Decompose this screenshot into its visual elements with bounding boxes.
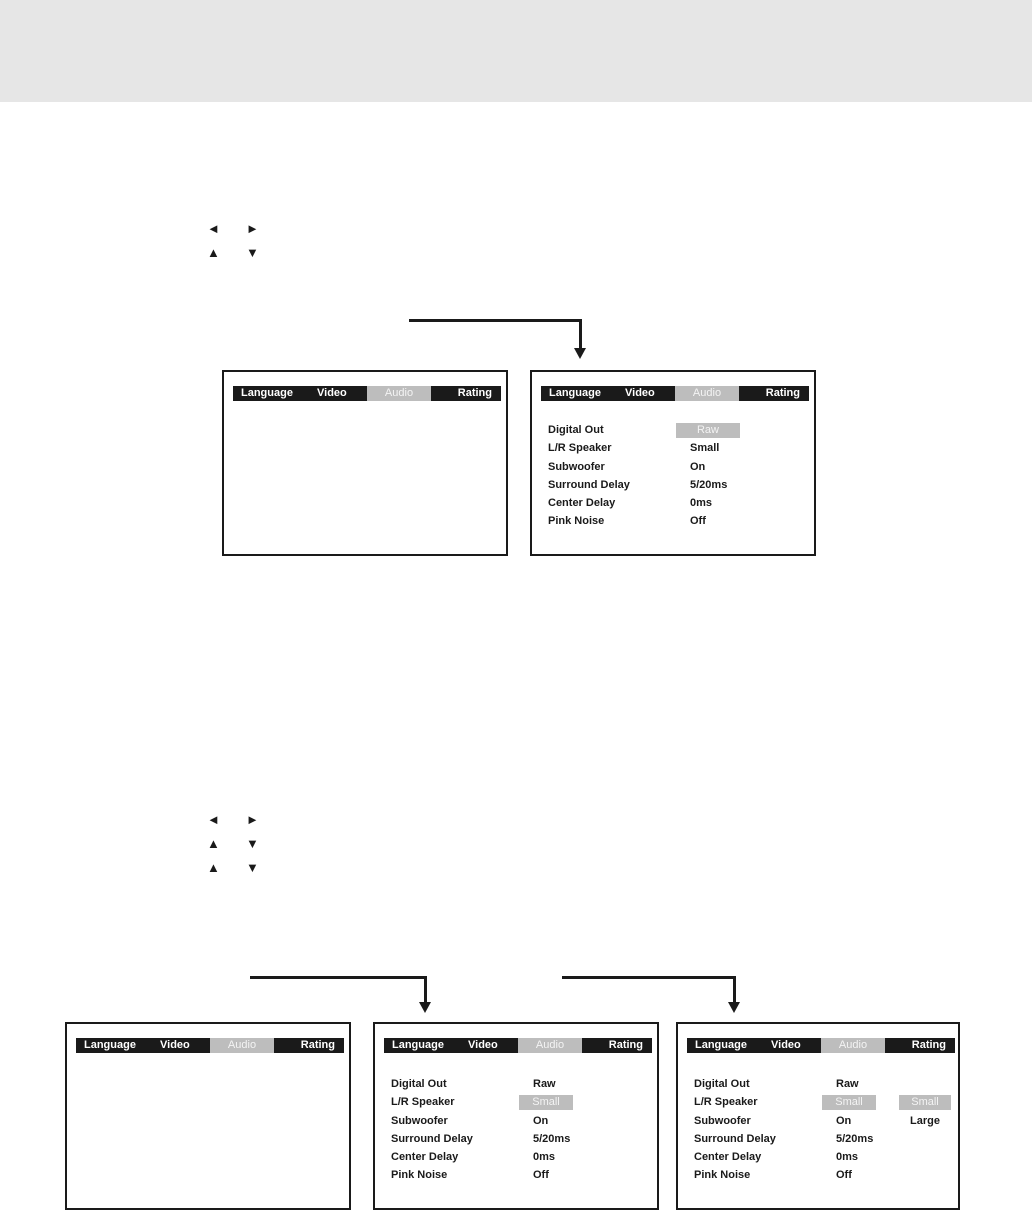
osd-screen-audio-settings <box>373 1022 659 1210</box>
setting-label: L/R Speaker <box>548 442 612 455</box>
setting-row-surround-delay[interactable] <box>694 1132 1032 1150</box>
setting-label: L/R Speaker <box>391 1096 455 1109</box>
menu-bar <box>384 1038 652 1053</box>
setting-value[interactable]: 5/20ms <box>836 1132 874 1145</box>
setting-value[interactable]: Small <box>690 442 720 455</box>
setting-label: Surround Delay <box>548 478 630 491</box>
nav-keys-left-right <box>207 221 263 237</box>
setting-label: Pink Noise <box>548 515 605 528</box>
flow-connector <box>409 319 582 322</box>
tab-language[interactable]: Language <box>76 1038 154 1053</box>
setting-label: Center Delay <box>694 1151 762 1164</box>
left-arrow-icon: ◄ <box>207 812 220 827</box>
setting-row-lr-speaker[interactable] <box>694 1095 1032 1113</box>
flow-connector <box>562 976 736 979</box>
nav-keys-up-down <box>207 245 263 261</box>
tab-video[interactable]: Video <box>311 386 367 401</box>
tab-rating[interactable]: Rating <box>274 1038 344 1053</box>
tab-audio[interactable]: Audio <box>367 386 431 401</box>
tab-audio[interactable]: Audio <box>210 1038 274 1053</box>
tab-video[interactable]: Video <box>154 1038 210 1053</box>
setting-label: Center Delay <box>548 497 616 510</box>
settings-list <box>548 423 928 533</box>
setting-value[interactable]: Off <box>690 515 706 528</box>
setting-label: Subwoofer <box>391 1114 448 1127</box>
speaker-option-large[interactable]: Large <box>910 1114 940 1127</box>
setting-label: Subwoofer <box>548 460 605 473</box>
menu-bar <box>76 1038 344 1053</box>
setting-value[interactable]: 0ms <box>836 1151 859 1164</box>
setting-value[interactable]: On <box>690 460 706 473</box>
setting-label: Pink Noise <box>694 1169 751 1182</box>
tab-video[interactable]: Video <box>462 1038 518 1053</box>
setting-value-selected[interactable]: Raw <box>676 423 740 438</box>
header-band <box>0 0 1032 102</box>
tab-audio[interactable]: Audio <box>675 386 739 401</box>
nav-keys-up-down <box>207 836 263 852</box>
down-arrow-icon: ▼ <box>246 836 259 851</box>
settings-list <box>694 1077 1032 1187</box>
setting-label: Center Delay <box>391 1151 459 1164</box>
setting-row-surround-delay[interactable] <box>548 478 928 496</box>
nav-keys-up-down <box>207 860 263 876</box>
tab-rating[interactable]: Rating <box>739 386 809 401</box>
arrowhead-icon <box>419 1002 431 1013</box>
setting-label: L/R Speaker <box>694 1096 758 1109</box>
flow-connector <box>250 976 427 979</box>
flow-connector <box>424 976 427 1003</box>
nav-keys-left-right <box>207 812 263 828</box>
setting-value[interactable]: 5/20ms <box>533 1132 571 1145</box>
tab-language[interactable]: Language <box>541 386 619 401</box>
up-arrow-icon: ▲ <box>207 836 220 851</box>
up-arrow-icon: ▲ <box>207 860 220 875</box>
setting-row-subwoofer[interactable] <box>548 460 928 478</box>
setting-value[interactable]: On <box>533 1114 549 1127</box>
speaker-option-small[interactable]: Small <box>899 1095 951 1110</box>
flow-connector <box>579 319 582 349</box>
setting-label: Surround Delay <box>391 1132 473 1145</box>
setting-row-center-delay[interactable] <box>694 1150 1032 1168</box>
setting-value-selected[interactable]: Small <box>519 1095 573 1110</box>
setting-row-lr-speaker[interactable] <box>548 441 928 459</box>
menu-bar <box>687 1038 955 1053</box>
setting-value[interactable]: Off <box>533 1169 549 1182</box>
setting-row-pink-noise[interactable] <box>548 514 928 532</box>
menu-bar <box>541 386 809 401</box>
setting-row-pink-noise[interactable] <box>694 1168 1032 1186</box>
setting-value[interactable]: 0ms <box>533 1151 556 1164</box>
osd-screen-speaker-options <box>676 1022 960 1210</box>
setting-label: Subwoofer <box>694 1114 751 1127</box>
tab-audio[interactable]: Audio <box>518 1038 582 1053</box>
setting-label: Digital Out <box>694 1078 750 1090</box>
tab-audio[interactable]: Audio <box>821 1038 885 1053</box>
down-arrow-icon: ▼ <box>246 245 259 260</box>
right-arrow-icon: ► <box>246 221 259 236</box>
up-arrow-icon: ▲ <box>207 245 220 260</box>
arrowhead-icon <box>728 1002 740 1013</box>
flow-connector <box>733 976 736 1003</box>
tab-rating[interactable]: Rating <box>431 386 501 401</box>
osd-screen-audio-menu <box>65 1022 351 1210</box>
setting-row-center-delay[interactable] <box>548 496 928 514</box>
tab-video[interactable]: Video <box>765 1038 821 1053</box>
tab-rating[interactable]: Rating <box>582 1038 652 1053</box>
right-arrow-icon: ► <box>246 812 259 827</box>
left-arrow-icon: ◄ <box>207 221 220 236</box>
setting-value[interactable]: 5/20ms <box>690 478 728 491</box>
osd-screen-audio-settings <box>530 370 816 556</box>
setting-row-digital-out[interactable] <box>548 423 928 441</box>
osd-screen-audio-menu <box>222 370 508 556</box>
setting-value[interactable]: Raw <box>533 1078 556 1090</box>
tab-language[interactable]: Language <box>384 1038 462 1053</box>
menu-bar <box>233 386 501 401</box>
setting-label: Digital Out <box>391 1078 447 1090</box>
setting-row-digital-out[interactable] <box>694 1077 1032 1095</box>
tab-language[interactable]: Language <box>233 386 311 401</box>
setting-row-subwoofer[interactable] <box>694 1114 1032 1132</box>
setting-value[interactable]: Raw <box>836 1078 859 1090</box>
setting-label: Surround Delay <box>694 1132 776 1145</box>
tab-video[interactable]: Video <box>619 386 675 401</box>
arrowhead-icon <box>574 348 586 359</box>
tab-language[interactable]: Language <box>687 1038 765 1053</box>
tab-rating[interactable]: Rating <box>885 1038 955 1053</box>
setting-value[interactable]: 0ms <box>690 497 713 510</box>
down-arrow-icon: ▼ <box>246 860 259 875</box>
setting-value[interactable]: Off <box>836 1169 852 1182</box>
setting-label: Digital Out <box>548 424 604 436</box>
setting-value[interactable]: On <box>836 1114 852 1127</box>
setting-label: Pink Noise <box>391 1169 448 1182</box>
setting-value-selected[interactable]: Small <box>822 1095 876 1110</box>
